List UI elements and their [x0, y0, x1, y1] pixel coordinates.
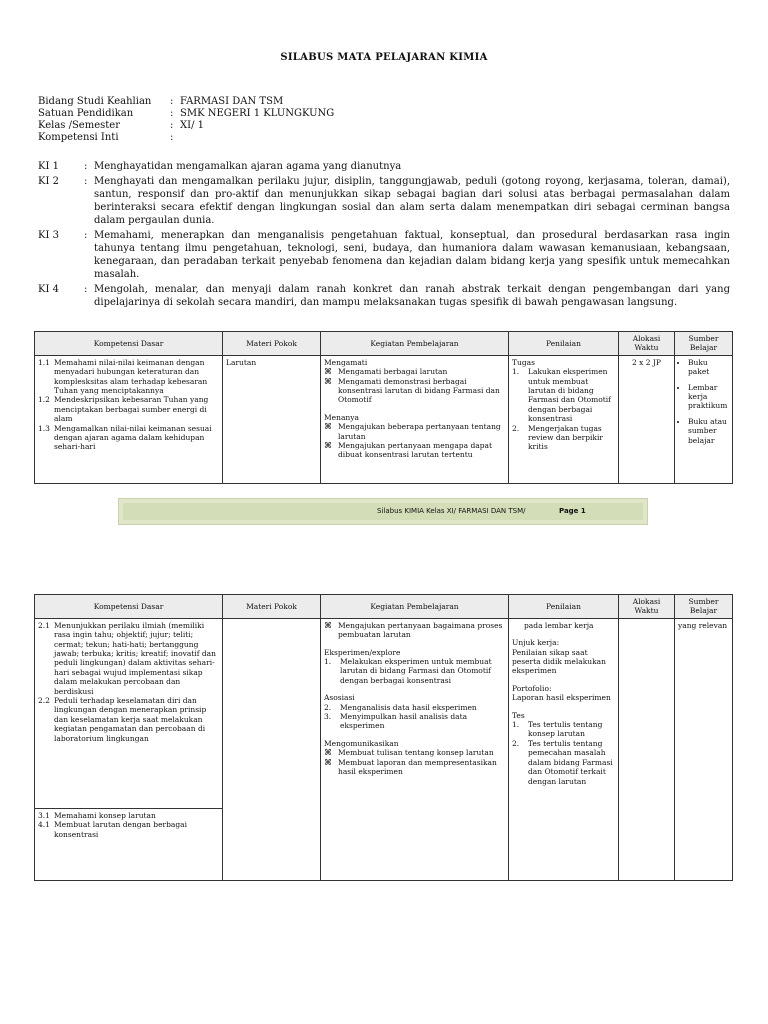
- kegiatan-heading: Mengomunikasikan: [324, 738, 399, 748]
- info-colon: :: [170, 120, 174, 131]
- kegiatan-cell: [321, 355, 509, 483]
- penilaian-text: Penilaian sikap saat peserta didik melakukan eksperimen: [512, 647, 606, 676]
- kd-item: [38, 395, 219, 423]
- kegiatan-item-number: 1.: [324, 657, 332, 667]
- penilaian-cell: [509, 618, 619, 880]
- kd-item: [38, 696, 219, 743]
- ki-code: KI 3: [38, 230, 59, 241]
- kegiatan-item: [324, 367, 505, 376]
- checkbox-bullet-icon: ⌘: [324, 422, 332, 432]
- ki-code: KI 2: [38, 176, 59, 187]
- kd-cell: [35, 355, 223, 483]
- kd-item: [38, 811, 219, 820]
- ki-row: [38, 229, 730, 281]
- kegiatan-item-text: Mengamati demonstrasi berbagai konsentrasi larutan di bidang Farmasi dan Otomotif: [338, 376, 500, 405]
- kegiatan-item: [324, 422, 505, 441]
- ki-text: Mengolah, menalar, dan menyaji dalam ranah konkret dan ranah abstrak terkait dengan pengembangan dari yang dipelajarinya di sekolah secara mandiri, dan mampu melaksanakan tugas spesifik di bawah pengawasan langsung.: [94, 284, 730, 308]
- col-kompetensi-dasar: Kompetensi Dasar: [35, 595, 223, 619]
- ki-row: [38, 175, 730, 227]
- penilaian-item-text: Tes tertulis tentang pemecahan masalah dalam bidang Farmasi dan Otomotif terkait dengan larutan: [528, 738, 613, 786]
- info-row: [38, 120, 334, 132]
- sumber-cell: [675, 618, 733, 880]
- info-label: Bidang Studi Keahlian: [38, 96, 152, 107]
- penilaian-item: [512, 720, 615, 739]
- kd-item-number: 4.1: [38, 820, 50, 830]
- info-row: [38, 108, 334, 120]
- table-header-row: [35, 595, 733, 619]
- checkbox-bullet-icon: ⌘: [324, 376, 332, 386]
- kd-item-number: 2.2: [38, 696, 50, 706]
- info-colon: :: [170, 132, 174, 143]
- kegiatan-item-text: Mengajukan beberapa pertanyaan tentang larutan: [338, 422, 501, 441]
- penilaian-text: pada lembar kerja: [524, 620, 594, 630]
- penilaian-heading: Portofolio:: [512, 683, 552, 693]
- info-label: Satuan Pendidikan: [38, 108, 134, 119]
- kegiatan-item-text: Mengajukan pertanyaan bagaimana proses pembuatan larutan: [338, 620, 503, 640]
- ki-colon: :: [84, 284, 88, 295]
- kd-cell: [35, 808, 223, 880]
- penilaian-item-text: Tes tertulis tentang konsep larutan: [528, 720, 603, 739]
- ki-text: Menghayatidan mengamalkan ajaran agama yang dianutnya: [94, 161, 402, 172]
- col-kegiatan: Kegiatan Pembelajaran: [321, 332, 509, 356]
- kegiatan-item: [324, 657, 505, 685]
- kd-item-number: 1.3: [38, 423, 50, 433]
- kd-item-number: 3.1: [38, 810, 50, 820]
- identity-block: [38, 96, 334, 144]
- kd-item-number: 1.2: [38, 395, 50, 405]
- kegiatan-heading: Asosiasi: [324, 693, 355, 703]
- kd-item-text: Membuat larutan dengan berbagai konsentrasi: [54, 820, 188, 839]
- kd-item: [38, 358, 219, 396]
- checkbox-bullet-icon: ⌘: [324, 748, 332, 758]
- table-row: [35, 618, 733, 808]
- sumber-item: • Buku paket: [688, 358, 729, 377]
- col-kegiatan: Kegiatan Pembelajaran: [321, 595, 509, 619]
- kd-cell: [35, 618, 223, 808]
- kegiatan-item-text: Menyimpulkan hasil analisis data eksperimen: [340, 712, 468, 731]
- ki-text: Menghayati dan mengamalkan perilaku jujur, disiplin, tanggungjawab, peduli (gotong royong, kerjasama, toleran, damai), santun, responsif dan pro-aktif dan menunjukkan sikap sebagai bagian dari solusi atas berbagai permasalahan dalam berinteraksi secara efektif dengan lingkungan sosial dan alam serta dalam menempatkan diri sebagai cerminan bangsa dalam pergaulan dunia.: [94, 176, 730, 226]
- core-competency-list: [38, 160, 730, 311]
- col-alokasi: Alokasi Waktu: [619, 332, 675, 356]
- kegiatan-item: [324, 621, 505, 640]
- kegiatan-item-text: Melakukan eksperimen untuk membuat larutan di bidang Farmasi dan Otomotif dengan berbagai konsentrasi: [340, 657, 492, 685]
- kegiatan-heading: Eksperimen/explore: [324, 647, 401, 657]
- kegiatan-item-text: Membuat tulisan tentang konsep larutan: [338, 748, 494, 758]
- materi-cell: [223, 355, 321, 483]
- table-header-row: [35, 332, 733, 356]
- footer-page-number: Page 1: [559, 507, 586, 515]
- syllabus-table-2: [34, 594, 733, 881]
- info-label: Kelas /Semester: [38, 120, 120, 131]
- info-row: [38, 132, 334, 144]
- checkbox-bullet-icon: ⌘: [324, 367, 332, 377]
- materi-text: Larutan: [226, 357, 257, 367]
- kd-item: [38, 424, 219, 452]
- ki-code: KI 4: [38, 284, 59, 295]
- alokasi-cell: [619, 618, 675, 880]
- penilaian-item-number: 2.: [512, 738, 520, 748]
- kd-item-text: Menunjukkan perilaku ilmiah (memiliki rasa ingin tahu; objektif; jujur; teliti; cermat; tekun; hati-hati; bertanggung jawab; terbuka; kritis; kreatif; inovatif dan peduli lingkungan) dalam aktivitas sehari-hari sebagai wujud implementasi sikap dalam melakukan percobaan dan berdiskusi: [54, 620, 216, 696]
- penilaian-item: [512, 424, 615, 452]
- kegiatan-heading: Menanya: [324, 412, 359, 422]
- kd-item-number: 1.1: [38, 357, 50, 367]
- kegiatan-item-number: 3.: [324, 712, 332, 722]
- kd-item-text: Mengamalkan nilai-nilai keimanan sesuai dengan ajaran agama dalam kehidupan sehari-hari: [54, 423, 212, 452]
- penilaian-item-number: 1.: [512, 720, 520, 730]
- penilaian-item-text: Mengerjakan tugas review dan berpikir kritis: [528, 423, 603, 452]
- kegiatan-item: [324, 748, 505, 757]
- sumber-item: • Lembar kerja praktikum: [688, 383, 729, 411]
- penilaian-cell: [509, 355, 619, 483]
- penilaian-item: [512, 367, 615, 423]
- syllabus-table-1: [34, 331, 733, 484]
- alokasi-text: 2 x 2 JP: [632, 357, 661, 367]
- ki-row: [38, 283, 730, 309]
- col-kompetensi-dasar: Kompetensi Dasar: [35, 332, 223, 356]
- checkbox-bullet-icon: ⌘: [324, 620, 332, 630]
- info-label: Kompetensi Inti: [38, 132, 119, 143]
- sumber-text: yang relevan: [678, 620, 728, 630]
- penilaian-item-number: 1.: [512, 367, 520, 377]
- info-colon: :: [170, 96, 174, 107]
- col-penilaian: Penilaian: [509, 332, 619, 356]
- kegiatan-item: [324, 703, 505, 712]
- penilaian-heading: Unjuk kerja:: [512, 638, 560, 648]
- kd-item-text: Mendeskripsikan kebesaran Tuhan yang menciptakan berbagai sumber energi di alam: [54, 395, 209, 424]
- kegiatan-item-text: Menganalisis data hasil eksperimen: [340, 702, 477, 712]
- kegiatan-item-text: Mengajukan pertanyaan mengapa dapat dibuat konsentrasi larutan tertentu: [338, 441, 493, 460]
- checkbox-bullet-icon: ⌘: [324, 757, 332, 767]
- info-row: [38, 96, 334, 108]
- ki-code: KI 1: [38, 161, 59, 172]
- alokasi-cell: [619, 355, 675, 483]
- kegiatan-item: [324, 441, 505, 460]
- footer-text: Silabus KIMIA Kelas XI/ FARMASI DAN TSM/: [377, 507, 526, 515]
- page-footer: [118, 498, 648, 525]
- penilaian-heading: Tugas: [512, 357, 535, 367]
- kd-item-number: 2.1: [38, 620, 50, 630]
- info-value: XI/ 1: [180, 120, 204, 131]
- kegiatan-cell: [321, 618, 509, 880]
- col-materi-pokok: Materi Pokok: [223, 595, 321, 619]
- kegiatan-item-number: 2.: [324, 702, 332, 712]
- penilaian-heading: Tes: [512, 710, 525, 720]
- penilaian-item-number: 2.: [512, 423, 520, 433]
- kegiatan-item: [324, 377, 505, 405]
- checkbox-bullet-icon: ⌘: [324, 441, 332, 451]
- ki-colon: :: [84, 230, 88, 241]
- kd-item-text: Memahami nilai-nilai keimanan dengan menyadari hubungan keteraturan dan komplesksitas alam terhadap kebesaran Tuhan yang menciptakannya: [54, 357, 208, 396]
- kd-item: [38, 820, 219, 839]
- info-colon: :: [170, 108, 174, 119]
- col-alokasi: Alokasi Waktu: [619, 595, 675, 619]
- kegiatan-item: [324, 758, 505, 777]
- col-sumber: Sumber Belajar: [675, 332, 733, 356]
- ki-row: [38, 160, 730, 173]
- sumber-item: • Buku atau sumber belajar: [688, 417, 729, 445]
- page-title: SILABUS MATA PELAJARAN KIMIA: [280, 52, 488, 63]
- ki-colon: :: [84, 161, 88, 172]
- ki-colon: :: [84, 176, 88, 187]
- col-sumber: Sumber Belajar: [675, 595, 733, 619]
- kegiatan-heading: Mengamati: [324, 357, 368, 367]
- kd-item: [38, 621, 219, 696]
- sumber-cell: [675, 355, 733, 483]
- kegiatan-item: [324, 712, 505, 731]
- kegiatan-item-text: Mengamati berbagai larutan: [338, 367, 448, 377]
- ki-text: Memahami, menerapkan dan menganalisis pengetahuan faktual, konseptual, dan prosedural berdasarkan rasa ingin tahunya tentang ilmu pengetahuan, teknologi, seni, budaya, dan humaniora dalam wawasan kemanusiaan, kebangsaan, kenegaraan, dan peradaban terkait penyebab fenomena dan kejadian dalam bidang kerja yang spesifik untuk memecahkan masalah.: [94, 230, 730, 280]
- info-value: SMK NEGERI 1 KLUNGKUNG: [180, 108, 335, 119]
- table-row: [35, 355, 733, 483]
- penilaian-item-text: Lakukan eksperimen untuk membuat larutan di bidang Farmasi dan Otomotif dengan berbagai konsentrasi: [528, 367, 611, 424]
- penilaian-text: Laporan hasil eksperimen: [512, 693, 611, 703]
- kegiatan-item-text: Membuat laporan dan mempresentasikan hasil eksperimen: [338, 757, 497, 777]
- penilaian-item: [512, 739, 615, 786]
- col-penilaian: Penilaian: [509, 595, 619, 619]
- materi-cell: [223, 618, 321, 880]
- kd-item-text: Memahami konsep larutan: [54, 810, 156, 820]
- info-value: FARMASI DAN TSM: [180, 96, 284, 107]
- col-materi-pokok: Materi Pokok: [223, 332, 321, 356]
- kd-item-text: Peduli terhadap keselamatan diri dan lingkungan dengan menerapkan prinsip dan keselamatan kerja saat melakukan kegiatan pengamatan dan percobaan di laboratorium lingkungan: [54, 696, 207, 743]
